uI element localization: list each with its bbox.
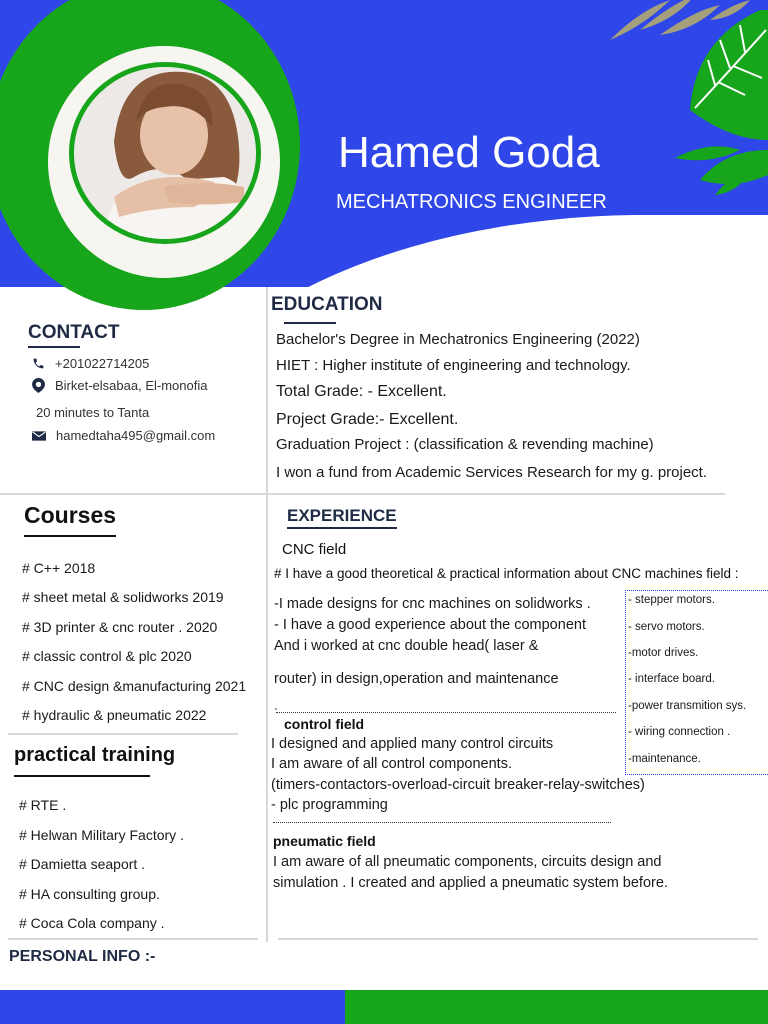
skill-item: - servo motors. — [628, 621, 705, 633]
education-line: HIET : Higher institute of engineering and technology. — [276, 357, 631, 374]
dotted-separator — [273, 822, 611, 823]
training-item: # RTE . — [19, 797, 67, 813]
contact-heading: CONTACT — [28, 322, 120, 343]
leaf-decoration — [600, 0, 768, 210]
cnc-intro: # I have a good theoretical & practical information about CNC machines field : — [274, 566, 739, 581]
training-item: # HA consulting group. — [19, 886, 160, 902]
pneumatic-line: simulation . I created and applied a pneumatic system before. — [273, 875, 668, 891]
column-divider — [266, 287, 268, 942]
courses-underline — [24, 535, 116, 537]
education-heading: EDUCATION — [271, 294, 383, 315]
contact-address: Birket-elsabaa, El-monofia — [55, 378, 208, 393]
email-icon — [32, 431, 46, 441]
footer-blue-bar — [0, 990, 345, 1024]
training-heading: practical training — [14, 744, 176, 766]
skill-item: -power transmition sys. — [628, 700, 747, 712]
education-underline — [284, 322, 336, 324]
education-line: Project Grade:- Excellent. — [276, 411, 459, 428]
training-divider — [8, 733, 238, 735]
skill-item: -motor drives. — [628, 647, 699, 659]
skill-item: - wiring connection . — [628, 726, 731, 738]
pneumatic-line: I am aware of all pneumatic components, circuits design and — [273, 854, 662, 870]
education-line: I won a fund from Academic Services Research for my g. project. — [276, 464, 708, 481]
control-line: I am aware of all control components. — [271, 756, 512, 772]
courses-heading: Courses — [24, 502, 117, 528]
footer-green-bar — [345, 990, 768, 1024]
dotted-separator — [276, 712, 616, 713]
cnc-field-title: CNC field — [282, 541, 347, 558]
training-item: # Damietta seaport . — [19, 856, 146, 872]
control-field-title: control field — [284, 716, 365, 732]
education-line: Bachelor's Degree in Mechatronics Engineering (2022) — [276, 331, 640, 348]
cnc-line: And i worked at cnc double head( laser & — [274, 638, 539, 654]
experience-heading: EXPERIENCE — [287, 506, 397, 525]
course-item: # classic control & plc 2020 — [22, 648, 192, 664]
contact-email[interactable]: hamedtaha495@gmail.com — [56, 428, 216, 443]
bottom-divider — [278, 938, 758, 940]
profile-photo — [74, 67, 256, 239]
contact-distance: 20 minutes to Tanta — [36, 405, 150, 420]
skill-item: -maintenance. — [628, 753, 701, 765]
experience-underline — [287, 527, 397, 529]
pneumatic-field-title: pneumatic field — [273, 833, 376, 849]
training-item: # Helwan Military Factory . — [19, 827, 184, 843]
skill-item: - interface board. — [628, 673, 715, 685]
control-line: - plc programming — [271, 797, 388, 813]
full-name: Hamed Goda — [338, 128, 600, 177]
course-item: # hydraulic & pneumatic 2022 — [22, 707, 207, 723]
phone-icon — [32, 357, 45, 370]
skill-item: - stepper motors. — [628, 594, 715, 606]
education-line: Total Grade: - Excellent. — [276, 383, 447, 400]
training-underline — [14, 775, 150, 777]
location-pin-icon — [32, 378, 45, 393]
job-title: MECHATRONICS ENGINEER — [336, 191, 607, 213]
row-divider-1 — [0, 493, 725, 495]
training-item: # Coca Cola company . — [19, 915, 165, 931]
contact-phone[interactable]: +201022714205 — [55, 356, 150, 371]
cnc-line: - I have a good experience about the component — [274, 617, 586, 633]
course-item: # sheet metal & solidworks 2019 — [22, 589, 224, 605]
course-item: # C++ 2018 — [22, 560, 96, 576]
personal-info-heading: PERSONAL INFO :- — [9, 948, 156, 965]
personal-divider — [8, 938, 258, 940]
education-line: Graduation Project : (classification & revending machine) — [276, 436, 654, 453]
course-item: # CNC design &manufacturing 2021 — [22, 678, 247, 694]
control-mark: ` — [274, 706, 278, 720]
control-line: I designed and applied many control circuits — [271, 736, 554, 752]
contact-underline — [28, 346, 80, 348]
control-line: (timers-contactors-overload-circuit breaker-relay-switches) — [271, 777, 645, 793]
cnc-line: -I made designs for cnc machines on solidworks . — [274, 596, 591, 612]
course-item: # 3D printer & cnc router . 2020 — [22, 619, 218, 635]
cnc-line: router) in design,operation and maintenance — [274, 671, 559, 687]
